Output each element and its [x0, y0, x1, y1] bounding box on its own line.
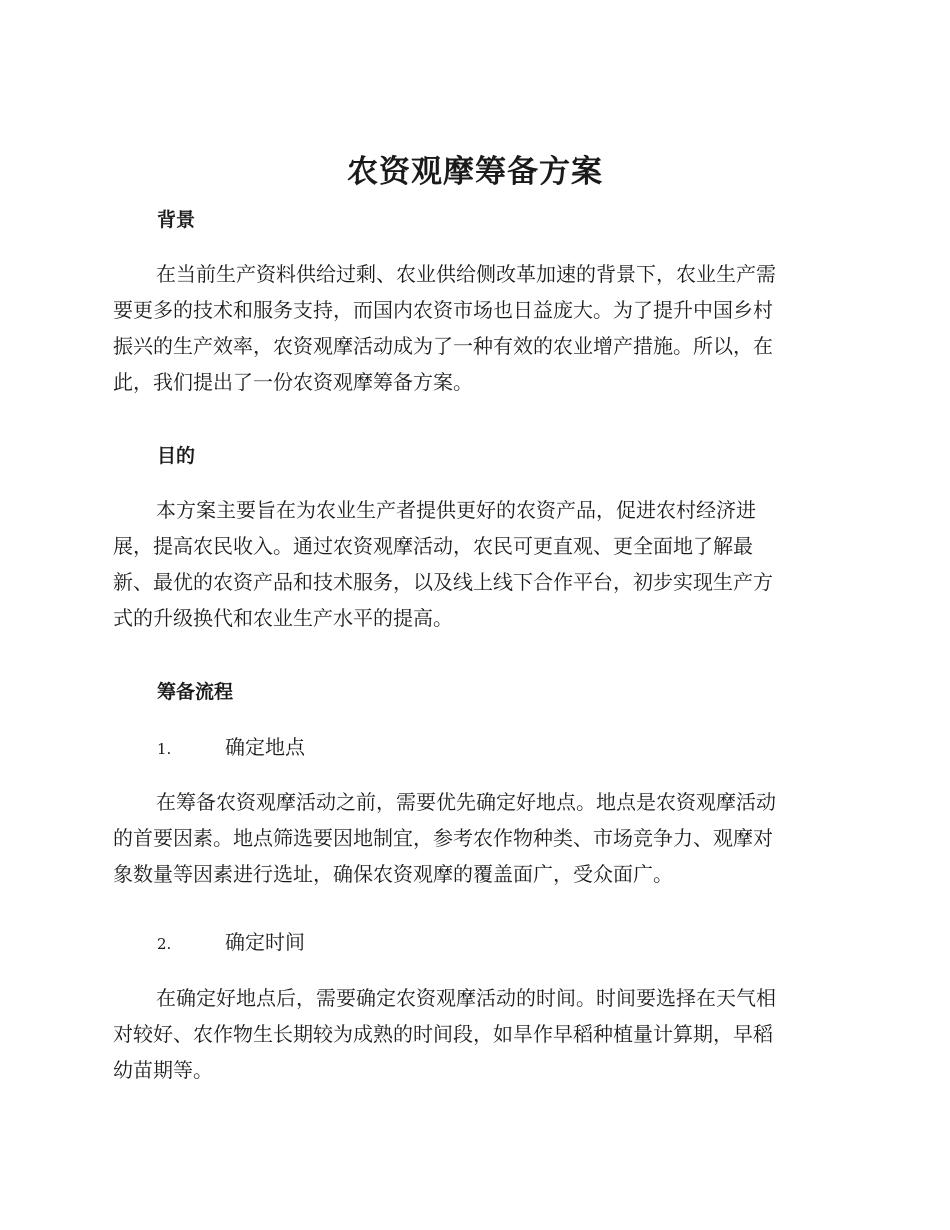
list-item-time: [157, 925, 305, 961]
location-paragraph: [113, 784, 833, 892]
paragraph-line: 本方案主要旨在为农业生产者提供更好的农资产品，促进农村经济进: [156, 498, 756, 522]
paragraph-line: 式的升级换代和农业生产水平的提高。: [113, 606, 453, 630]
paragraph-line: 对较好、农作物生长期较为成熟的时间段，如旱作早稻种植量计算期，早稻: [113, 1022, 773, 1046]
paragraph-line: 此，我们提出了一份农资观摩筹备方案。: [113, 370, 473, 394]
paragraph-line: 振兴的生产效率，农资观摩活动成为了一种有效的农业增产措施。所以，在: [113, 334, 773, 358]
paragraph-line: 在筹备农资观摩活动之前，需要优先确定好地点。地点是农资观摩活动: [156, 790, 776, 814]
paragraph-line: 在当前生产资料供给过剩、农业供给侧改革加速的背景下，农业生产需: [156, 262, 776, 286]
section-heading-purpose: 目的: [157, 445, 196, 467]
section-heading-process: 筹备流程: [157, 681, 234, 703]
paragraph-line: 要更多的技术和服务支持，而国内农资市场也日益庞大。为了提升中国乡村: [113, 298, 773, 322]
paragraph-line: 在确定好地点后，需要确定农资观摩活动的时间。时间要选择在天气相: [156, 986, 776, 1010]
list-number: 1.: [157, 740, 172, 758]
list-number: 2.: [157, 935, 172, 953]
page-title: 农资观摩筹备方案: [347, 154, 603, 190]
paragraph-line: 展，提高农民收入。通过农资观摩活动，农民可更直观、更全面地了解最: [113, 534, 753, 558]
paragraph-line: 新、最优的农资产品和技术服务，以及线上线下合作平台，初步实现生产方: [113, 570, 773, 594]
purpose-paragraph: [113, 492, 833, 636]
paragraph-line: 幼苗期等。: [113, 1058, 213, 1082]
list-item-title: 确定地点: [225, 735, 305, 759]
paragraph-line: 象数量等因素进行选址，确保农资观摩的覆盖面广，受众面广。: [113, 862, 673, 886]
time-paragraph: [113, 980, 833, 1088]
background-paragraph: [113, 256, 833, 400]
paragraph-line: 的首要因素。地点筛选要因地制宜，参考农作物种类、市场竞争力、观摩对: [113, 826, 773, 850]
section-heading-background: 背景: [157, 209, 196, 231]
list-item-location: [157, 730, 305, 766]
list-item-title: 确定时间: [225, 930, 305, 954]
